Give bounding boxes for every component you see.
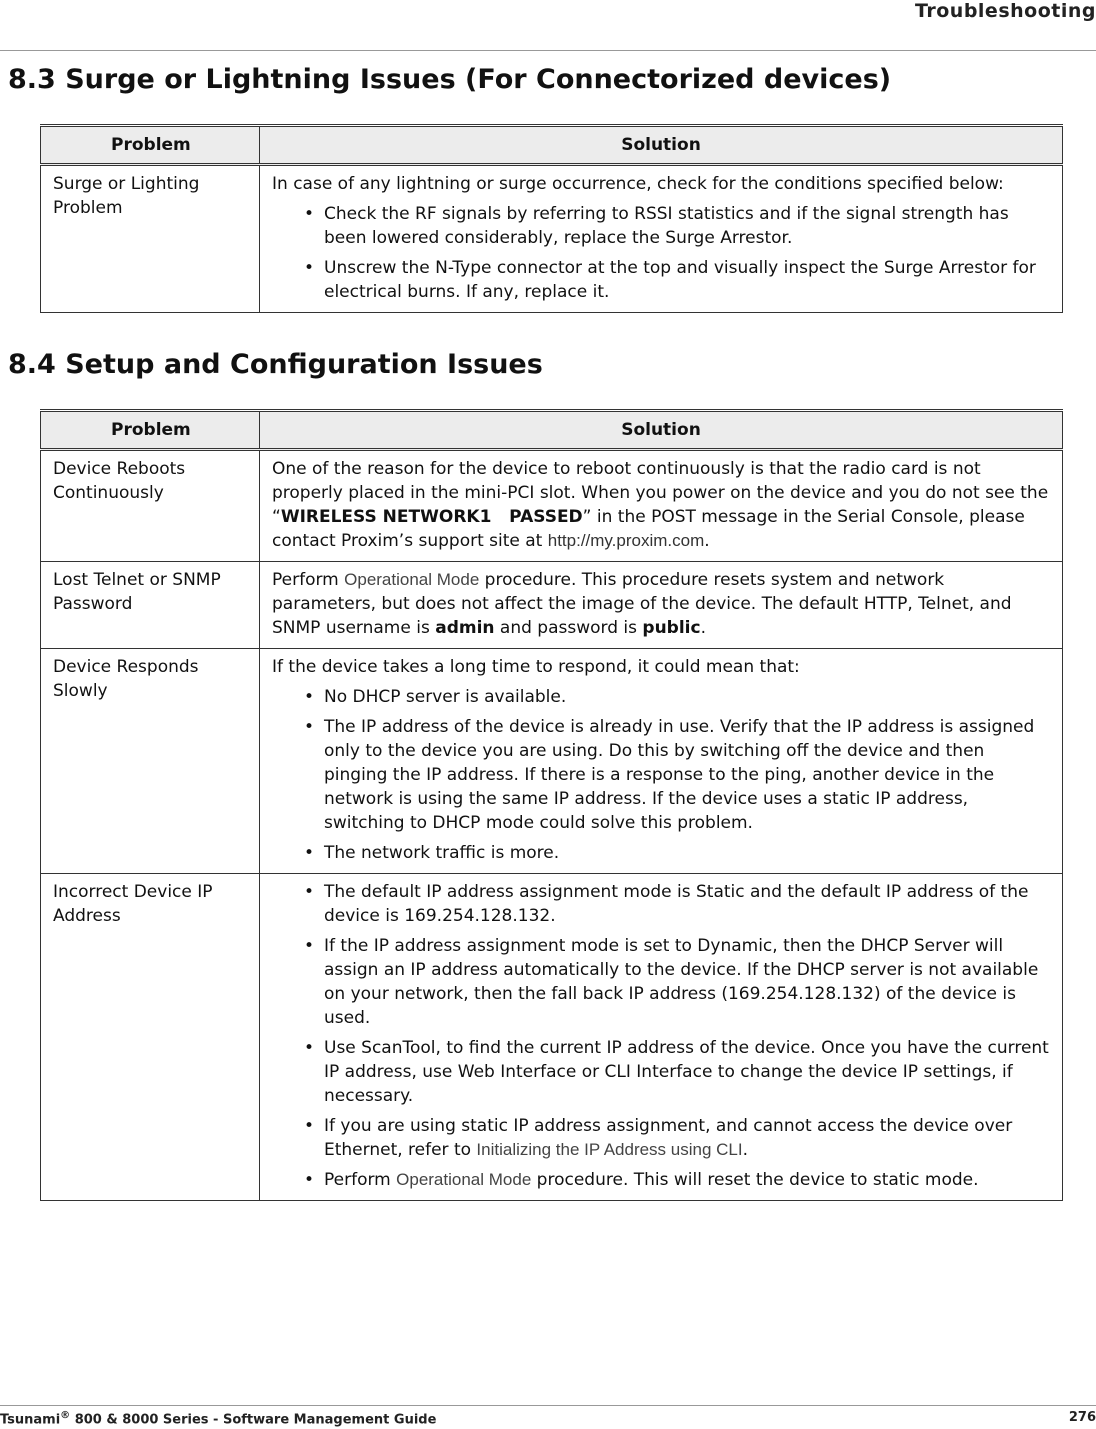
table-row	[41, 874, 1063, 1201]
list-item: • Check the RF signals by referring to RSSI statistics and if the signal strength has been lowered considerably, replace the Surge Arrestor.	[272, 202, 1050, 250]
list-item	[272, 1114, 1050, 1162]
solution-text: If you are using static IP address assignment, and cannot access the device over Ethernet, refer to	[324, 1116, 1013, 1160]
solution-text: .	[742, 1140, 749, 1160]
footer-guide-title	[0, 1410, 436, 1427]
solution-cell	[260, 562, 1063, 649]
registered-mark: ®	[60, 1410, 71, 1421]
list-item: • The IP address of the device is already in use. Verify that the IP address is assigned only to the device you are using. Do this by switching off the device and then pinging the IP address. If there is a response to the ping, another device in the network is using the same IP address. If the device uses a static IP address, switching to DHCP mode could solve this problem.	[272, 715, 1050, 835]
support-site-link[interactable]: http://my.proxim.com	[547, 531, 705, 550]
solution-text: .	[700, 618, 706, 638]
solution-intro: If the device takes a long time to respond, it could mean that:	[272, 657, 800, 677]
list-item: • If the IP address assignment mode is set to Dynamic, then the DHCP Server will assign an IP address automatically to the device. If the DHCP server is not available on your network, then the fall back IP address (169.254.128.132) of the device is used.	[272, 934, 1050, 1030]
default-username: admin	[435, 618, 495, 638]
table-row	[41, 165, 1063, 313]
surge-issues-table	[40, 124, 1063, 313]
solution-text: ” in the POST message in the Serial Console, please contact Proxim’s support site at	[272, 507, 1025, 551]
solution-cell	[260, 450, 1063, 562]
default-password: public	[642, 618, 701, 638]
post-message-text: WIRELESS NETWORK1 PASSED	[280, 507, 583, 527]
solution-cell	[260, 649, 1063, 874]
solution-cell	[260, 874, 1063, 1201]
footer-divider	[0, 1405, 1096, 1406]
problem-cell: Device Responds Slowly	[41, 649, 260, 874]
solution-text: Perform	[272, 570, 345, 590]
list-item: • Unscrew the N-Type connector at the top and visually inspect the Surge Arrestor for electrical burns. If any, replace it.	[272, 256, 1050, 304]
column-header-solution: Solution	[260, 411, 1063, 450]
solution-cell	[260, 165, 1063, 313]
table-row	[41, 450, 1063, 562]
list-item	[272, 1168, 1050, 1192]
list-item: • No DHCP server is available.	[272, 685, 1050, 709]
solution-text: and password is	[494, 618, 643, 638]
solution-bullet-list	[272, 880, 1050, 1192]
problem-cell: Surge or Lighting Problem	[41, 165, 260, 313]
footer-brand: Tsunami	[0, 1412, 61, 1428]
list-item: • The default IP address assignment mode is Static and the default IP address of the device is 169.254.128.132.	[272, 880, 1050, 928]
column-header-solution: Solution	[260, 126, 1063, 165]
solution-bullet-list	[272, 202, 1050, 304]
solution-text: One of the reason for the device to reboot continuously is that the radio card is not properly placed in the mini-PCI slot. When you power on the device and you do not see the “	[272, 459, 1049, 527]
solution-text: procedure. This will reset the device to static mode.	[531, 1170, 979, 1190]
operational-mode-link[interactable]: Operational Mode	[344, 570, 480, 589]
operational-mode-link[interactable]: Operational Mode	[396, 1170, 532, 1189]
initializing-ip-cli-link[interactable]: Initializing the IP Address using CLI	[476, 1140, 743, 1159]
list-item: • Use ScanTool, to find the current IP address of the device. Once you have the current IP address, use Web Interface or CLI Interface to change the device IP settings, if necessary.	[272, 1036, 1050, 1108]
section-heading-surge: 8.3 Surge or Lightning Issues (For Connectorized devices)	[8, 64, 892, 95]
table-row	[41, 562, 1063, 649]
table-row	[41, 649, 1063, 874]
column-header-problem: Problem	[41, 126, 260, 165]
solution-bullet-list	[272, 685, 1050, 865]
solution-intro: In case of any lightning or surge occurrence, check for the conditions specified below:	[272, 174, 1004, 194]
footer-guide-name: 800 & 8000 Series - Software Management Guide	[70, 1412, 437, 1428]
problem-cell: Device Reboots Continuously	[41, 450, 260, 562]
column-header-problem: Problem	[41, 411, 260, 450]
header-divider	[0, 50, 1096, 51]
page-number: 276	[1068, 1410, 1096, 1425]
running-header-title: Troubleshooting	[915, 0, 1096, 22]
problem-cell: Lost Telnet or SNMP Password	[41, 562, 260, 649]
solution-text: procedure. This procedure resets system and network parameters, but does not affect the image of the device. The default HTTP, Telnet, and SNMP username is	[272, 570, 1012, 638]
list-item: • The network traffic is more.	[272, 841, 1050, 865]
setup-issues-table	[40, 409, 1063, 1201]
problem-cell: Incorrect Device IP Address	[41, 874, 260, 1201]
solution-text: .	[704, 531, 710, 551]
solution-text: Perform	[324, 1170, 397, 1190]
section-heading-setup: 8.4 Setup and Configuration Issues	[8, 349, 543, 380]
